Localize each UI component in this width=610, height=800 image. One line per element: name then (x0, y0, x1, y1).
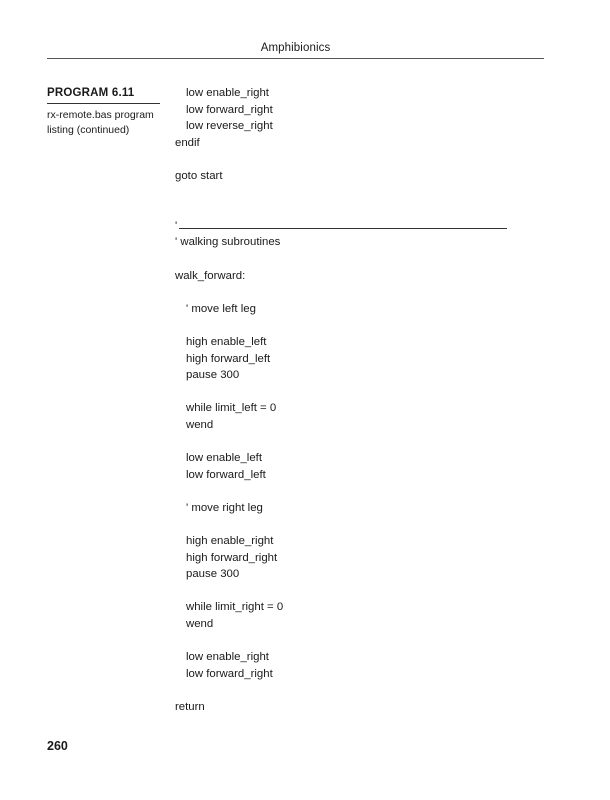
code-line: return (175, 700, 205, 713)
code-line (175, 433, 283, 450)
header-rule (47, 58, 544, 59)
program-sidebar (47, 87, 160, 138)
code-line: while limit_left = 0 (186, 402, 277, 415)
code-line: low enable_left (186, 452, 262, 465)
code-line: high enable_left (186, 335, 267, 348)
code-line (175, 151, 283, 168)
separator-rule (179, 228, 507, 229)
code-line: low reverse_right (186, 120, 273, 133)
code-line: wend (186, 618, 214, 630)
page-number: 260 (47, 739, 68, 753)
code-line (175, 633, 283, 650)
program-caption (47, 108, 160, 138)
code-line: low forward_left (186, 468, 266, 481)
code-line: endif (175, 136, 200, 149)
code-line: ' move left leg (186, 302, 256, 315)
code-line (175, 251, 283, 268)
program-caption-line: rx-remote.bas program (47, 109, 154, 121)
code-line: high forward_left (186, 352, 271, 365)
comment-separator-line (175, 218, 283, 235)
code-line (175, 317, 283, 334)
code-line: ' walking subroutines (175, 236, 281, 249)
code-line: low enable_right (186, 87, 269, 99)
code-line (175, 185, 283, 202)
code-line: pause 300 (186, 369, 240, 382)
code-line: low forward_right (186, 667, 273, 680)
running-head: Amphibionics (260, 42, 331, 54)
code-line: walk_forward: (175, 269, 246, 282)
program-title: PROGRAM 6.11 (47, 87, 160, 104)
code-line: pause 300 (186, 568, 240, 581)
code-line: low enable_right (186, 651, 269, 664)
code-line: while limit_right = 0 (186, 601, 284, 614)
code-line (175, 384, 283, 401)
code-line (175, 483, 283, 500)
code-line (175, 583, 283, 600)
code-line: low forward_right (186, 103, 273, 116)
code-line: ' move right leg (186, 501, 263, 514)
code-line (175, 284, 283, 301)
code-line: wend (186, 418, 214, 431)
code-line: high enable_right (186, 535, 274, 548)
program-caption-line: listing (continued) (47, 124, 130, 136)
code-listing (175, 85, 283, 716)
code-line: high forward_right (186, 551, 278, 564)
code-line (175, 516, 283, 533)
comment-mark: ' (175, 219, 178, 232)
code-line (175, 682, 283, 699)
code-line (175, 201, 283, 218)
code-line: goto start (175, 169, 223, 182)
